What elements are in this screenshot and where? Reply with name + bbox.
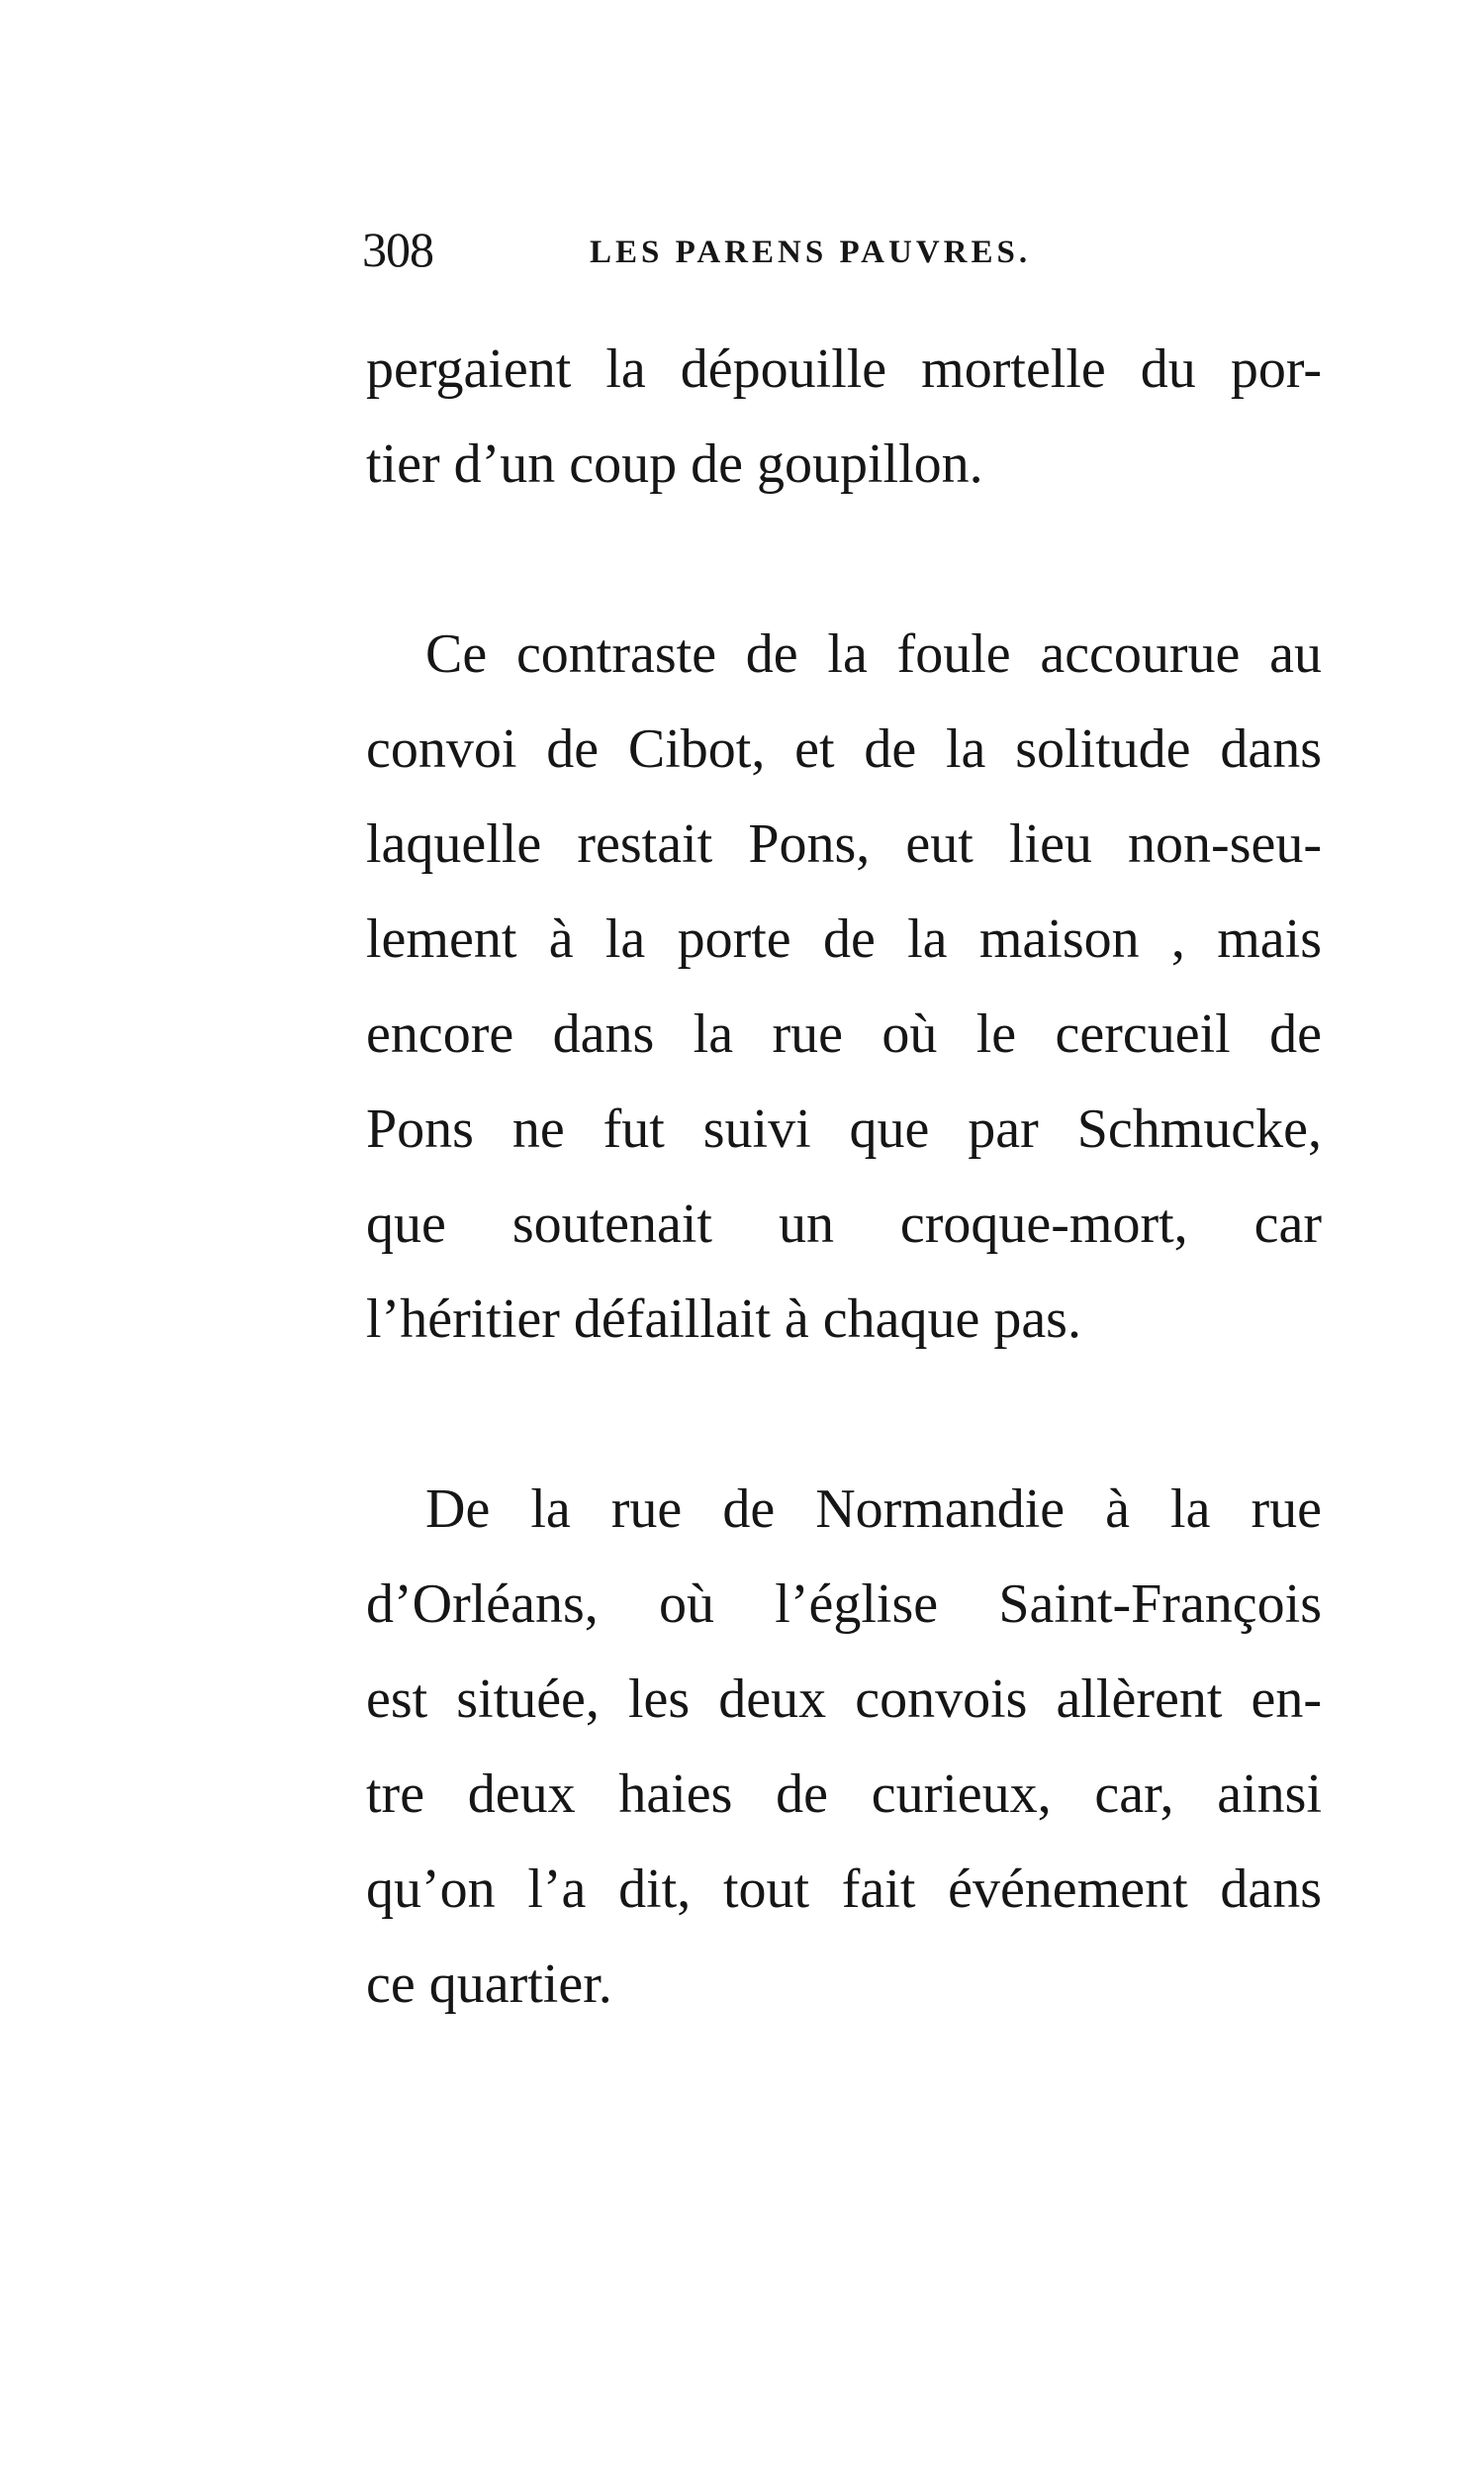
- text-line: tier d’un coup de goupillon.: [366, 433, 983, 495]
- text-line: ce quartier.: [366, 1953, 612, 2015]
- text-line: De la rue de Normandie à la rue: [425, 1478, 1322, 1540]
- text-line: Pons ne fut suivi que par Schmucke,: [366, 1098, 1322, 1160]
- paragraph-3: [366, 1462, 1322, 2032]
- page-number: 308: [362, 222, 433, 277]
- text-line: tre deux haies de curieux, car, ainsi: [366, 1763, 1322, 1825]
- text-line: d’Orléans, où l’église Saint-François: [366, 1573, 1322, 1635]
- text-line: laquelle restait Pons, eut lieu non-seu-: [366, 813, 1322, 875]
- page-header: [362, 220, 1351, 279]
- paragraph-gap: [366, 1367, 1322, 1462]
- text-line: qu’on l’a dit, tout fait événement dans: [366, 1858, 1322, 1920]
- text-line: convoi de Cibot, et de la solitude dans: [366, 718, 1322, 780]
- text-line: encore dans la rue où le cercueil de: [366, 1003, 1322, 1065]
- text-line: pergaient la dépouille mortelle du por-: [366, 338, 1322, 400]
- text-line: Ce contraste de la foule accourue au: [425, 623, 1322, 685]
- text-line: que soutenait un croque-mort, car: [366, 1193, 1322, 1255]
- text-line: est située, les deux convois allèrent en-: [366, 1668, 1322, 1730]
- paragraph-2: [366, 607, 1322, 1367]
- text-line: lement à la porte de la maison , mais: [366, 908, 1322, 970]
- paragraph-1: [366, 322, 1322, 512]
- body-text: [366, 322, 1322, 2032]
- text-line: l’héritier défaillait à chaque pas.: [366, 1288, 1081, 1350]
- running-head: LES PARENS PAUVRES.: [590, 235, 1032, 270]
- paragraph-gap: [366, 512, 1322, 607]
